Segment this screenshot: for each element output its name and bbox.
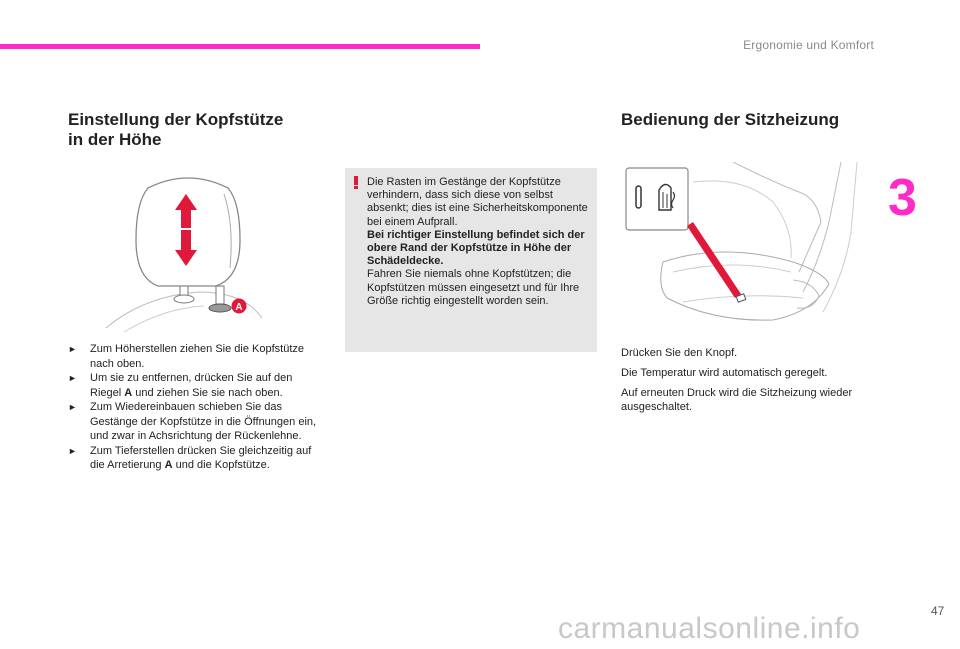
seat-heating-button-icon (626, 168, 688, 230)
headrest-heading-line2: in der Höhe (68, 130, 162, 149)
section-title: Ergonomie und Komfort (743, 38, 874, 52)
list-item: ► Zum Tieferstellen drücken Sie gleichzeitig auf die Arretierung A und die Kopfstütze. (68, 444, 312, 471)
page-number: 47 (931, 604, 945, 618)
warning-text: Die Rasten im Gestänge der Kopfstütze verhindern, dass sich diese von selbst absenkt; dies ist eine Sicherheitskomponente bei einem Aufprall. Bei richtiger Einstellung befindet sich der obere Rand der Kopfstütze in Höhe der Schädeldecke. Fahren Sie niemals ohne Kopfstützen; die Kopfstützen müssen eingesetzt und für Ihre Größe richtig eingestellt worden sein. (367, 176, 588, 307)
callout-a-badge (232, 299, 247, 314)
play-bullet-icon: ► (68, 373, 77, 383)
seat-heating-step-2: Die Temperatur wird automatisch geregelt. (621, 367, 828, 379)
headrest-heading-line1: Einstellung der Kopfstütze (68, 110, 284, 129)
list-item: ► Zum Wiedereinbauen schieben Sie das Gestänge der Kopfstütze in die Öffnungen ein, und zwar in Achsrichtung der Rückenlehne. (68, 401, 317, 442)
list-item: ► Um sie zu entfernen, drücken Sie auf den Riegel A und ziehen Sie sie nach oben. (68, 372, 293, 399)
headrest-heading (68, 110, 338, 150)
seat-heating-heading: Bedienung der Sitzheizung (621, 110, 840, 129)
seat-heating-step-3: Auf erneuten Druck wird die Sitzheizung wieder ausgeschaltet. (621, 387, 853, 413)
seat-heating-illustration (623, 162, 863, 330)
headrest-instructions (68, 342, 324, 473)
seat-heating-step-1: Drücken Sie den Knopf. (621, 347, 738, 359)
watermark: carmanualsonline.info (558, 612, 861, 645)
chapter-number: 3 (888, 169, 917, 227)
headrest-illustration (104, 168, 266, 336)
warning-box (345, 168, 597, 352)
exclamation-icon (353, 176, 359, 189)
section-color-bar (0, 44, 480, 49)
svg-text:A: A (235, 302, 243, 313)
play-bullet-icon: ► (68, 445, 77, 456)
list-item: ► Zum Höherstellen ziehen Sie die Kopfstütze nach oben. (68, 343, 305, 370)
play-bullet-icon: ► (68, 344, 77, 354)
play-bullet-icon: ► (68, 402, 77, 412)
